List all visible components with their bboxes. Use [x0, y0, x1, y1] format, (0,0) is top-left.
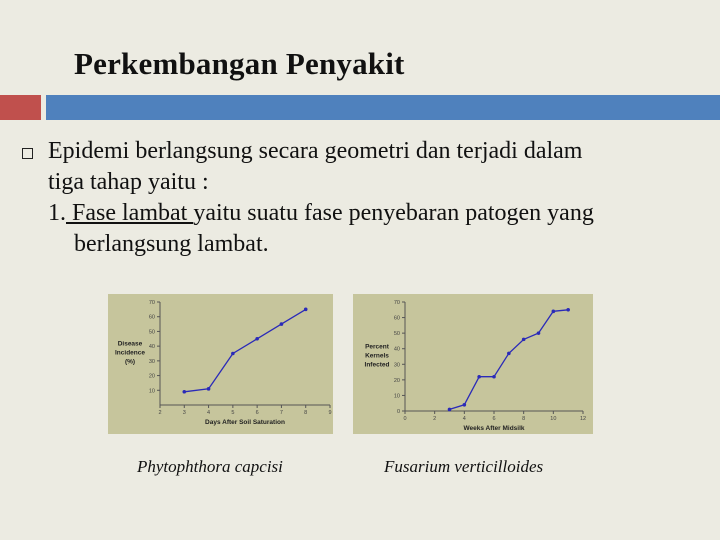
y-tick-label: 30 — [393, 362, 400, 369]
data-point — [448, 408, 452, 412]
data-point — [280, 322, 284, 326]
x-tick-label: 0 — [403, 416, 407, 422]
x-tick-label: 9 — [328, 410, 332, 416]
y-tick-label: 70 — [148, 300, 155, 306]
chart-left-svg — [108, 294, 333, 434]
x-axis-label: Weeks After Midsilk — [463, 425, 525, 432]
data-point — [207, 387, 211, 391]
x-tick-label: 2 — [433, 416, 437, 422]
caption-left: Phytophthora capcisi — [137, 457, 283, 476]
y-tick-label: 60 — [148, 314, 155, 321]
series-line — [184, 309, 305, 391]
x-tick-label: 4 — [207, 410, 211, 416]
x-tick-label: 8 — [304, 410, 308, 416]
y-axis-label: Disease — [117, 340, 143, 348]
x-tick-label: 8 — [522, 416, 526, 422]
y-tick-label: 10 — [393, 393, 400, 400]
numbered-item — [48, 198, 708, 260]
data-point — [507, 352, 511, 356]
x-tick-label: 6 — [492, 416, 496, 422]
x-tick-label: 6 — [255, 410, 259, 416]
y-axis-label: Percent — [365, 343, 389, 351]
data-point — [492, 375, 496, 379]
data-point — [182, 390, 186, 394]
data-point — [304, 308, 308, 312]
bullet-square-icon — [22, 148, 33, 159]
data-point — [537, 331, 541, 335]
data-point — [255, 337, 259, 341]
item-term: Fase lambat — [66, 200, 194, 226]
chart-right — [353, 294, 593, 434]
item-continuation: berlangsung lambat. — [74, 231, 269, 257]
y-tick-label: 50 — [393, 331, 400, 338]
y-tick-label: 40 — [393, 346, 400, 353]
y-tick-label: 20 — [148, 373, 155, 380]
bullet-paragraph — [48, 136, 708, 198]
y-tick-label: 0 — [396, 409, 400, 415]
y-tick-label: 10 — [148, 388, 155, 395]
y-tick-label: 30 — [148, 358, 155, 365]
series-line — [450, 310, 569, 410]
x-tick-label: 12 — [579, 416, 587, 422]
accent-bar-blue — [46, 95, 720, 120]
item-number: 1. — [48, 200, 66, 226]
data-point — [552, 310, 556, 314]
slide-title: Perkembangan Penyakit — [74, 46, 405, 81]
y-tick-label: 20 — [393, 377, 400, 384]
x-tick-label: 2 — [158, 410, 162, 416]
x-tick-label: 7 — [279, 410, 283, 416]
data-point — [231, 352, 235, 356]
x-axis-label: Days After Soil Saturation — [205, 419, 285, 426]
y-tick-label: 40 — [148, 344, 155, 351]
x-tick-label: 3 — [182, 410, 186, 416]
y-axis-label: Infected — [364, 361, 390, 369]
bullet-line-2: tiga tahap yaitu : — [48, 169, 209, 195]
y-tick-label: 70 — [393, 300, 400, 306]
y-axis-label: (%) — [124, 358, 136, 366]
data-point — [566, 308, 570, 312]
accent-bar-red — [0, 95, 41, 120]
caption-right: Fusarium verticilloides — [384, 457, 544, 476]
x-tick-label: 10 — [550, 416, 557, 422]
data-point — [477, 375, 481, 379]
chart-right-svg — [353, 294, 593, 434]
item-text: yaitu suatu fase penyebaran patogen yang — [193, 200, 594, 226]
bullet-line-1: Epidemi berlangsung secara geometri dan terjadi dalam — [48, 138, 583, 164]
y-tick-label: 60 — [393, 315, 400, 322]
x-tick-label: 4 — [462, 416, 466, 422]
chart-left — [108, 294, 333, 434]
y-axis-label: Kernels — [365, 352, 389, 360]
data-point — [522, 338, 526, 342]
x-tick-label: 5 — [231, 410, 235, 416]
y-tick-label: 50 — [148, 329, 155, 336]
data-point — [463, 403, 467, 407]
y-axis-label: Incidence — [115, 349, 145, 357]
